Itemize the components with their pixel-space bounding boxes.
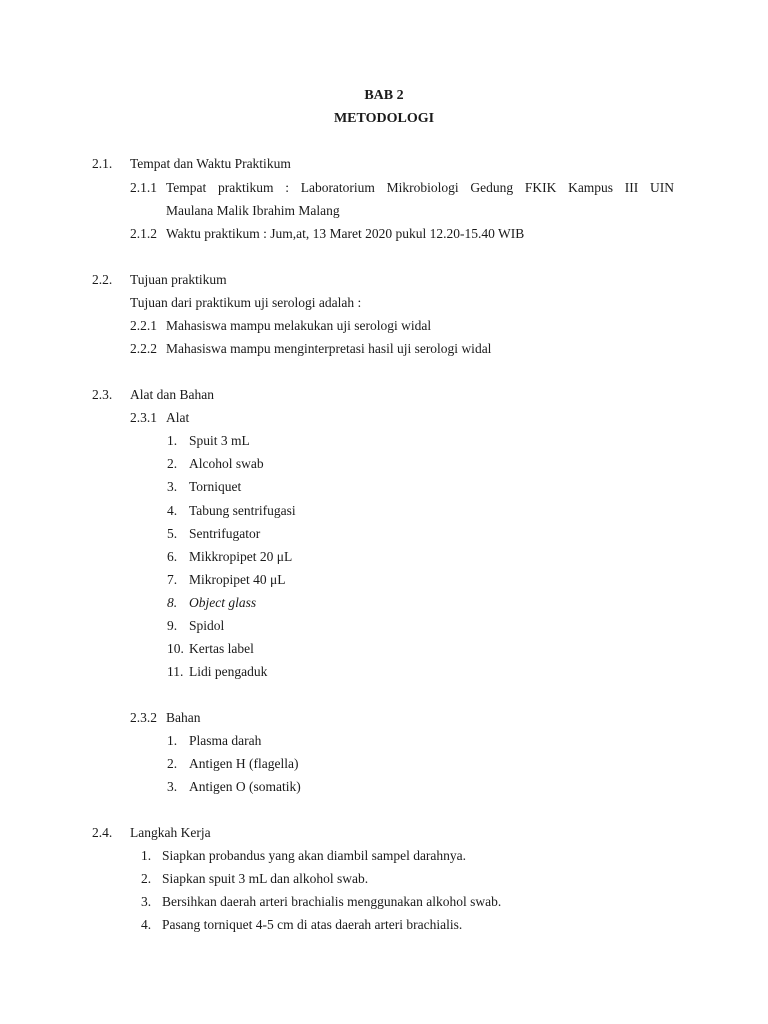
step-number: 2. [141, 871, 152, 886]
list-number: 7. [167, 572, 178, 587]
subsection-text-continued: Maulana Malik Ibrahim Malang [166, 203, 340, 218]
subsection-text: Mahasiswa mampu menginterpretasi hasil uji serologi widal [166, 341, 492, 356]
step-text: Siapkan spuit 3 mL dan alkohol swab. [162, 871, 369, 886]
section-title: Alat dan Bahan [130, 387, 214, 402]
subsection-text: Tempat praktikum : Laboratorium Mikrobiologi Gedung FKIK Kampus III UIN [166, 180, 674, 195]
section-title: Langkah Kerja [130, 825, 211, 840]
list-number: 3. [167, 479, 178, 494]
subsection-number: 2.2.1 [130, 318, 157, 333]
subsection-title: Bahan [166, 710, 201, 725]
section-number: 2.1. [92, 156, 113, 171]
section-number: 2.2. [92, 272, 113, 287]
subsection-number: 2.1.2 [130, 226, 157, 241]
section-intro: Tujuan dari praktikum uji serologi adalah : [130, 295, 362, 310]
step-text: Pasang torniquet 4-5 cm di atas daerah arteri brachialis. [162, 917, 463, 932]
list-item: Antigen H (flagella) [189, 756, 299, 771]
list-number: 2. [167, 456, 178, 471]
subsection-number: 2.2.2 [130, 341, 157, 356]
subsection-number: 2.3.2 [130, 710, 157, 725]
list-number: 3. [167, 779, 178, 794]
list-item: Alcohol swab [189, 456, 264, 471]
section-title: Tempat dan Waktu Praktikum [130, 156, 291, 171]
list-item: Mikkropipet 20 μL [189, 549, 293, 564]
list-item: Sentrifugator [189, 526, 261, 541]
list-item: Tabung sentrifugasi [189, 503, 296, 518]
list-item: Mikropipet 40 μL [189, 572, 286, 587]
list-item: Spuit 3 mL [189, 433, 250, 448]
list-number: 1. [167, 433, 178, 448]
list-item: Torniquet [189, 479, 242, 494]
section-number: 2.3. [92, 387, 113, 402]
list-item: Kertas label [189, 641, 254, 656]
step-text: Siapkan probandus yang akan diambil sampel darahnya. [162, 848, 467, 863]
list-number: 5. [167, 526, 178, 541]
step-number: 3. [141, 894, 152, 909]
subsection-text: Mahasiswa mampu melakukan uji serologi widal [166, 318, 432, 333]
list-number: 6. [167, 549, 178, 564]
list-number: 11. [167, 664, 184, 679]
list-item: Object glass [189, 595, 257, 610]
step-text: Bersihkan daerah arteri brachialis menggunakan alkohol swab. [162, 894, 502, 909]
list-item: Spidol [189, 618, 225, 633]
chapter-number: BAB 2 [364, 88, 404, 103]
list-number: 9. [167, 618, 178, 633]
step-number: 1. [141, 848, 152, 863]
list-number: 8. [167, 595, 178, 610]
list-item: Plasma darah [189, 733, 262, 748]
list-number: 10. [167, 641, 184, 656]
list-number: 4. [167, 503, 178, 518]
list-number: 2. [167, 756, 178, 771]
list-item: Antigen O (somatik) [189, 779, 301, 794]
section-title: Tujuan praktikum [130, 272, 227, 287]
subsection-number: 2.3.1 [130, 410, 157, 425]
section-number: 2.4. [92, 825, 113, 840]
subsection-number: 2.1.1 [130, 180, 157, 195]
step-number: 4. [141, 917, 152, 932]
list-number: 1. [167, 733, 178, 748]
subsection-title: Alat [166, 410, 190, 425]
list-item: Lidi pengaduk [189, 664, 268, 679]
chapter-title: METODOLOGI [333, 111, 435, 126]
subsection-text: Waktu praktikum : Jum,at, 13 Maret 2020 pukul 12.20-15.40 WIB [166, 226, 525, 241]
